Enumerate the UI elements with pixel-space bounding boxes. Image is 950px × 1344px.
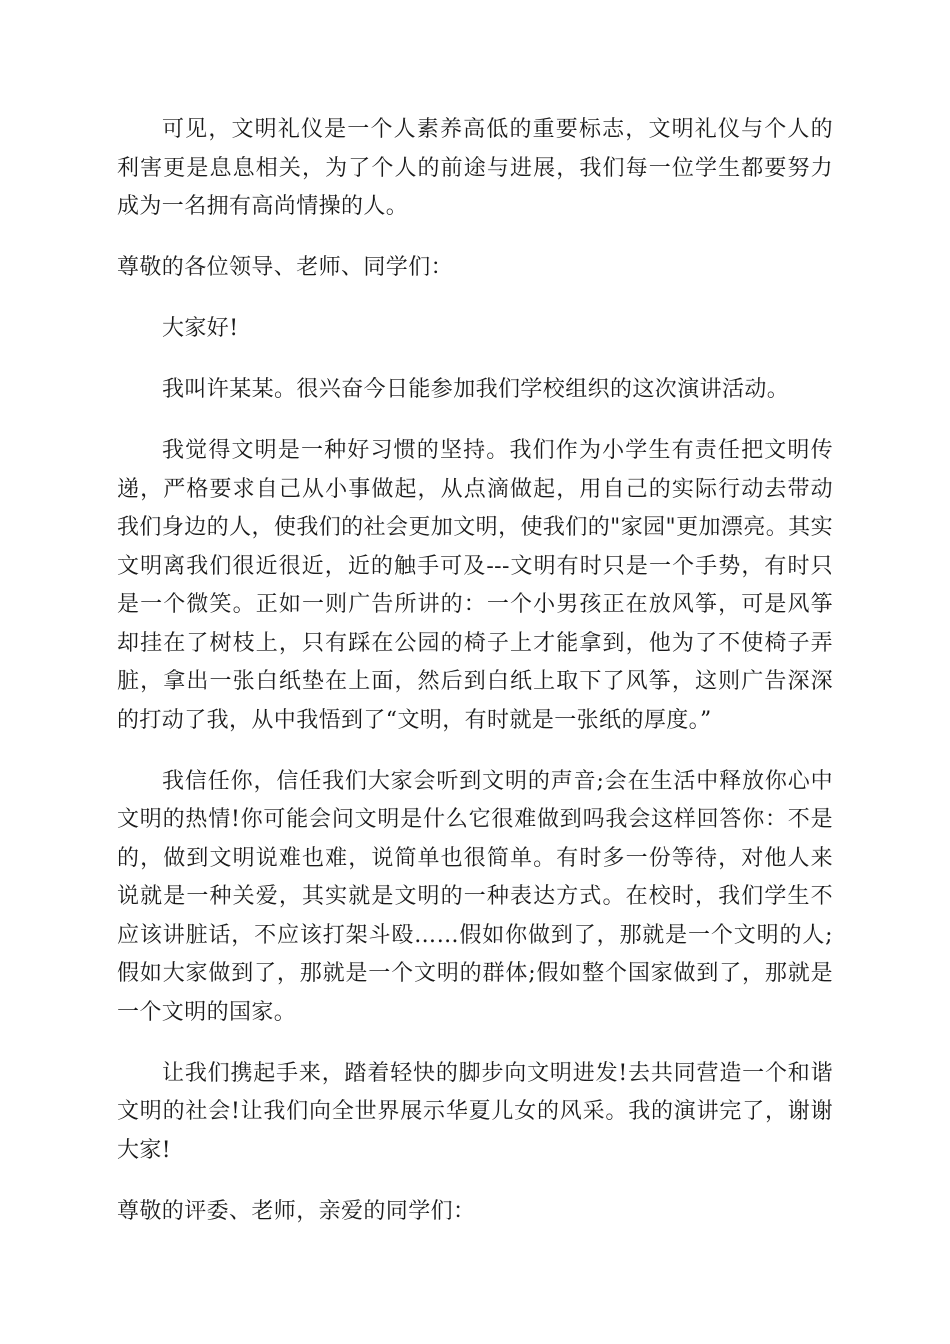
paragraph-civility-habit: 我觉得文明是一种好习惯的坚持。我们作为小学生有责任把文明传递，严格要求自己从小事做起，从点滴做起，用自己的实际行动去带动我们身边的人，使我们的社会更加文明，使我们的"家园"更加漂亮。其实文明离我们很近很近，近的触手可及---文明有时只是一个手势，有时只是一个微笑。正如一则广告所讲的：一个小男孩正在放风筝，可是风筝却挂在了树枝上，只有踩在公园的椅子上才能拿到，他为了不使椅子弄脏，拿出一张白纸垫在上面，然后到白纸上取下了风筝，这则广告深深的打动了我，从中我悟到了“文明，有时就是一张纸的厚度。” xyxy=(117,438,833,733)
paragraph-closing: 让我们携起手来，踏着轻快的脚步向文明进发!去共同营造一个和谐文明的社会!让我们向全世界展示华夏儿女的风采。我的演讲完了，谢谢大家! xyxy=(117,1060,833,1163)
document-page xyxy=(117,111,833,1231)
paragraph-introduction: 我叫许某某。很兴奋今日能参加我们学校组织的这次演讲活动。 xyxy=(162,377,790,402)
salutation-2: 尊敬的评委、老师，亲爱的同学们： xyxy=(117,1198,476,1224)
greeting: 大家好! xyxy=(162,316,239,341)
salutation-1: 尊敬的各位领导、老师、同学们： xyxy=(117,255,454,280)
paragraph-conclusion: 可见，文明礼仪是一个人素养高低的重要标志，文明礼仪与个人的利害更是息息相关，为了个人的前途与进展，我们每一位学生都要努力成为一名拥有高尚情操的人。 xyxy=(117,117,833,219)
paragraph-civility-voice: 我信任你，信任我们大家会听到文明的声音;会在生活中释放你心中文明的热情!你可能会问文明是什么它很难做到吗我会这样回答你：不是的，做到文明说难也难，说简单也很简单。有时多一份等待，对他人来说就是一种关爱，其实就是文明的一种表达方式。在校时，我们学生不应该讲脏话，不应该打架斗殴……假如你做到了，那就是一个文明的人;假如大家做到了，那就是一个文明的群体;假如整个国家做到了，那就是一个文明的国家。 xyxy=(117,768,833,1025)
